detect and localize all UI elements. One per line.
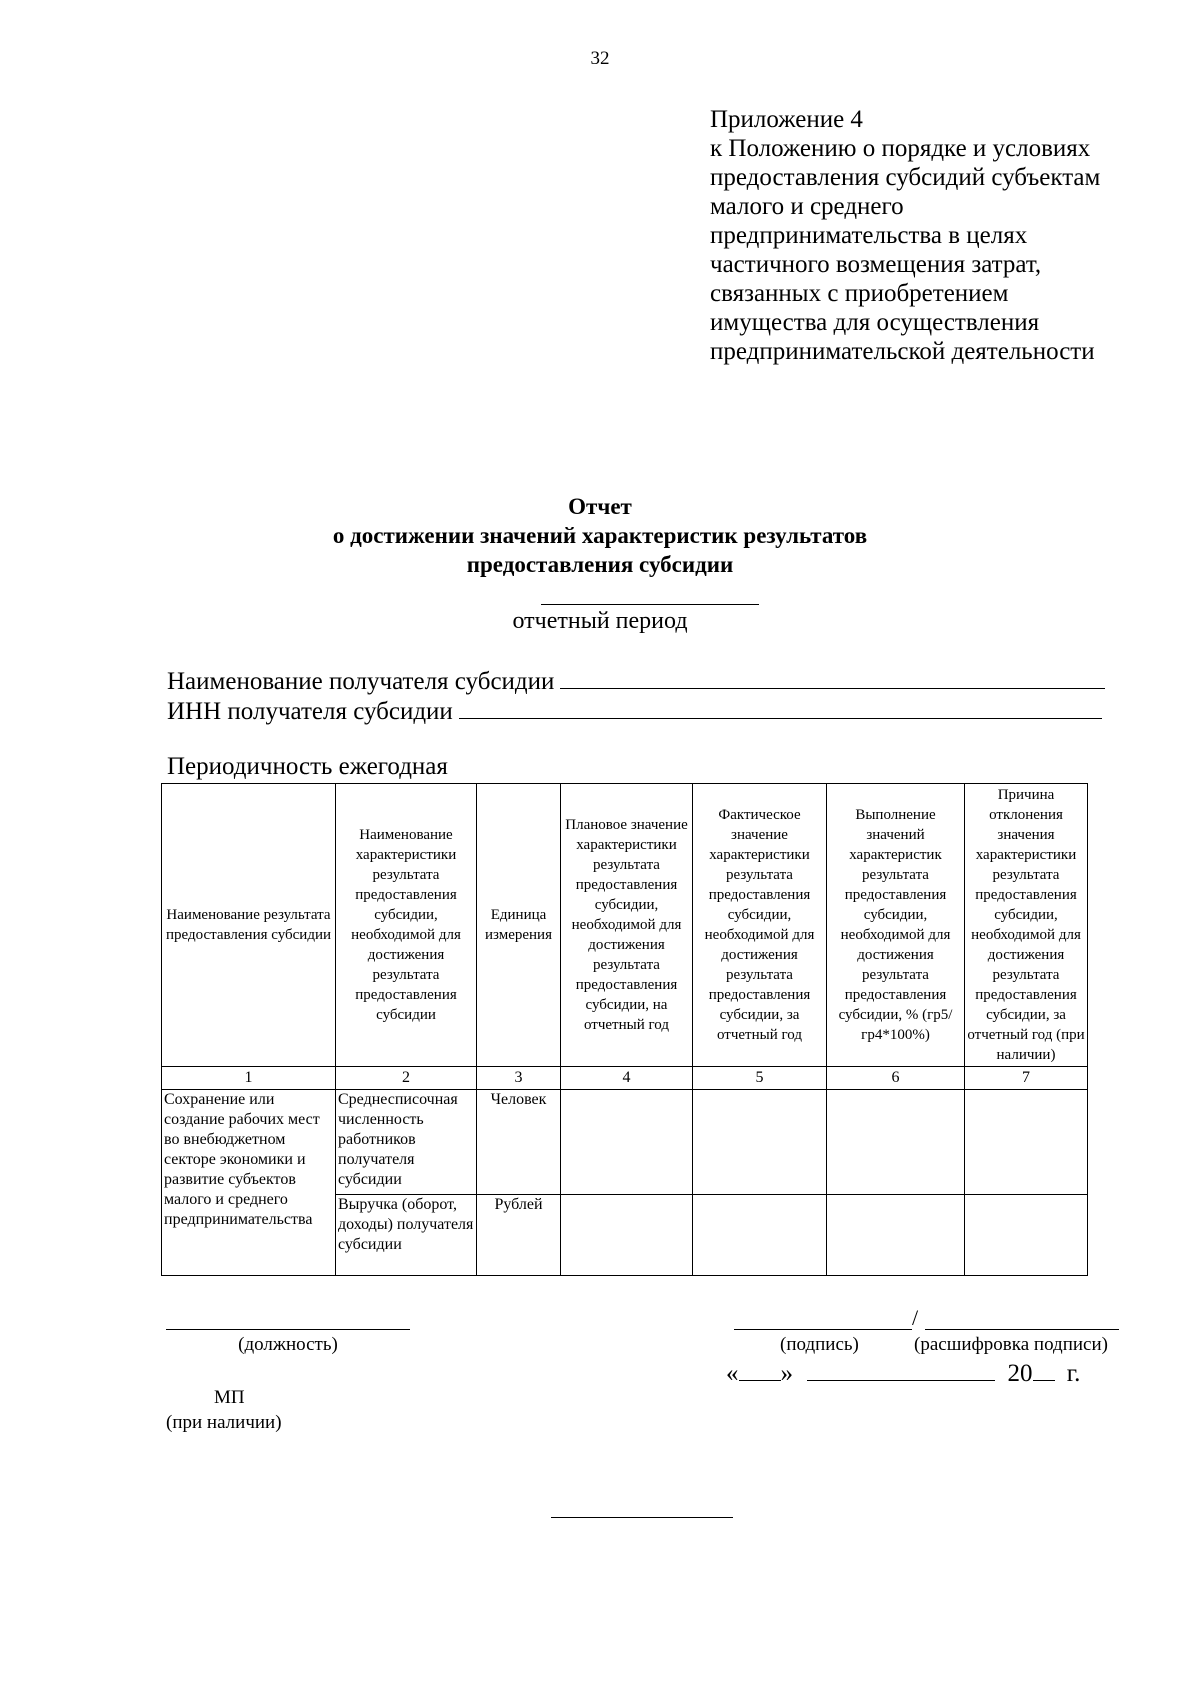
position-label: (должность) [238,1334,338,1355]
table-row [162,1090,1088,1195]
header-characteristic: Наименование характеристики результата предоставления субсидии, необходимой для достижения результата предоставления субсидии [336,784,477,1067]
document-title [0,492,1200,579]
column-number: 5 [693,1067,827,1090]
report-table [161,783,1088,1276]
appendix-line: предпринимательской деятельности [710,338,1095,365]
date-field [726,1360,1080,1388]
recipient-blank[interactable] [560,666,1105,689]
position-blank[interactable] [166,1329,410,1330]
signature-blank[interactable] [734,1329,912,1330]
fact-value-cell[interactable] [693,1195,827,1276]
title-line: предоставления субсидии [466,552,734,577]
bottom-divider [551,1517,733,1518]
signature-label: (подпись) [780,1334,859,1355]
inn-blank[interactable] [459,696,1102,719]
deviation-reason-cell[interactable] [965,1195,1088,1276]
date-close-quote: » [780,1360,793,1387]
header-execution: Выполнение значений характеристик результата предоставления субсидии, необходимой для достижения результата предоставления субсидии, % (гр5/гр4*100%) [827,784,965,1067]
stamp-label: МП [214,1387,245,1408]
characteristic-cell: Среднесписочная численность работников получателя субсидии [336,1090,477,1195]
appendix-line: имущества для осуществления [710,309,1040,336]
day-blank[interactable] [739,1360,781,1381]
signature-separator: / [912,1305,919,1330]
signature-decode-label: (расшифровка подписи) [914,1334,1108,1355]
column-number: 2 [336,1067,477,1090]
inn-label: ИНН получателя субсидии [167,698,453,725]
year-suffix: г. [1066,1360,1081,1387]
fact-value-cell[interactable] [693,1090,827,1195]
characteristic-cell: Выручка (оборот, доходы) получателя субсидии [336,1195,477,1276]
appendix-line: связанных с приобретением [710,280,1009,307]
unit-cell: Рублей [477,1195,561,1276]
title-line: о достижении значений характеристик результатов [332,523,868,548]
plan-value-cell[interactable] [561,1195,693,1276]
page-number: 32 [590,48,610,69]
deviation-reason-cell[interactable] [965,1090,1088,1195]
header-unit: Единица измерения [477,784,561,1067]
header-fact-value: Фактическое значение характеристики результата предоставления субсидии, необходимой для достижения результата предоставления субсидии, за отчетный год [693,784,827,1067]
header-plan-value: Плановое значение характеристики результата предоставления субсидии, необходимой для достижения результата предоставления субсидии, на отчетный год [561,784,693,1067]
appendix-line: Приложение 4 [710,106,863,133]
appendix-line: частичного возмещения затрат, [710,251,1042,278]
column-number: 4 [561,1067,693,1090]
stamp-note: (при наличии) [166,1412,282,1433]
execution-cell[interactable] [827,1195,965,1276]
year-blank[interactable] [1033,1360,1055,1381]
signature-decode-blank[interactable] [925,1329,1119,1330]
result-name-cell: Сохранение или создание рабочих мест во внебюджетном секторе экономики и развитие субъектов малого и среднего предпринимательства [162,1090,336,1276]
header-result-name: Наименование результата предоставления субсидии [162,784,336,1067]
appendix-line: предоставления субсидий субъектам [710,164,1101,191]
period-label: отчетный период [512,608,688,634]
appendix-line: малого и среднего [710,193,904,220]
column-number: 3 [477,1067,561,1090]
column-number: 1 [162,1067,336,1090]
recipient-field [167,666,1105,696]
month-blank[interactable] [807,1360,995,1381]
periodicity-label: Периодичность ежегодная [167,753,448,780]
date-open-quote: « [726,1360,739,1387]
period-blank[interactable] [541,604,759,605]
unit-cell: Человек [477,1090,561,1195]
execution-cell[interactable] [827,1090,965,1195]
inn-field [167,696,1102,726]
appendix-line: предпринимательства в целях [710,222,1028,249]
column-number: 7 [965,1067,1088,1090]
header-deviation-reason: Причина отклонения значения характеристики результата предоставления субсидии, необходимой для достижения результата предоставления субсидии, за отчетный год (при наличии) [965,784,1088,1067]
appendix-note [710,105,1180,366]
recipient-label: Наименование получателя субсидии [167,668,555,695]
plan-value-cell[interactable] [561,1090,693,1195]
title-line: Отчет [568,494,632,519]
column-number: 6 [827,1067,965,1090]
appendix-line: к Положению о порядке и условиях [710,135,1091,162]
year-prefix: 20 [1007,1360,1033,1387]
